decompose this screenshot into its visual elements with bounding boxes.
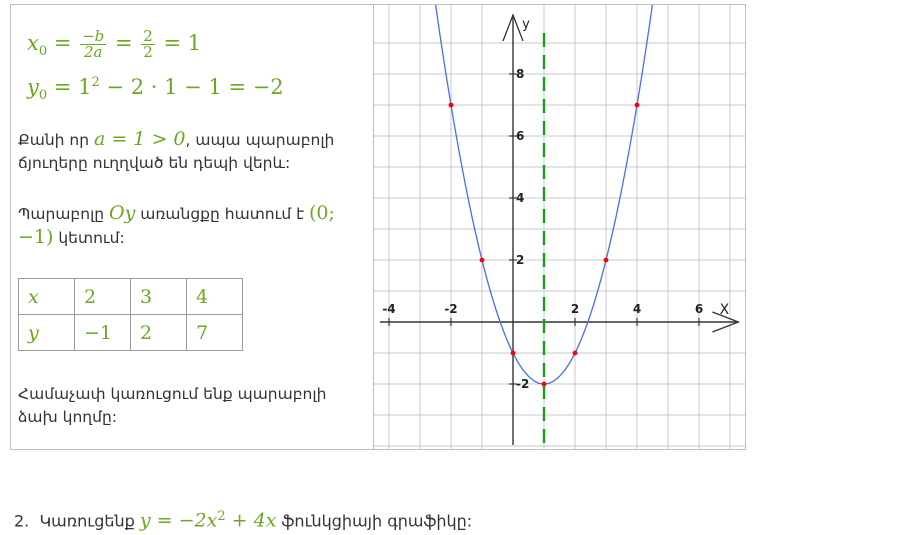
fraction-minus-b-over-2a xyxy=(80,29,106,60)
oy-axis-math: Oy xyxy=(109,202,136,224)
y-tick-label: 6 xyxy=(516,129,525,143)
equals-sign: = xyxy=(53,31,72,55)
table-cell: 2 xyxy=(131,315,187,351)
task-function-math-rest: + 4x xyxy=(225,509,277,532)
y0-exponent: 2 xyxy=(91,75,100,90)
x0-subscript: 0 xyxy=(38,44,48,60)
x-tick-label: 4 xyxy=(632,302,642,316)
task-number: 2. xyxy=(14,511,30,531)
fraction-denominator: 2 xyxy=(143,43,153,61)
table-cell: 7 xyxy=(187,315,243,351)
x-tick-label: -2 xyxy=(444,302,458,316)
task-exponent: 2 xyxy=(217,509,226,524)
intersection-paragraph xyxy=(18,202,368,250)
x-tick-label: -4 xyxy=(382,302,396,316)
table-cell: 3 xyxy=(131,279,187,315)
x-tick-label: 6 xyxy=(694,302,704,316)
task-function-math: y = −2x xyxy=(139,509,218,532)
intersection-text-end: կետում: xyxy=(53,229,125,247)
intersection-text-middle: առանցքը հատում է xyxy=(135,205,310,223)
parabola-point xyxy=(635,103,640,108)
y-tick-label: -2 xyxy=(516,377,530,391)
fraction-2-over-2 xyxy=(141,29,155,60)
fraction-numerator: 2 xyxy=(143,27,153,45)
x-axis-label: X xyxy=(719,302,730,318)
y0-expression-part: = 1 xyxy=(53,75,92,99)
equals-sign: = xyxy=(114,31,133,55)
direction-math: a = 1 > 0 xyxy=(93,128,186,150)
table-row xyxy=(19,279,243,315)
y0-formula xyxy=(27,75,284,103)
parabola-point xyxy=(604,258,609,263)
intersection-text-start: Պարաբոլը xyxy=(18,205,110,223)
table-cell: −1 xyxy=(75,315,131,351)
parabola-point xyxy=(449,103,454,108)
parabola-graph xyxy=(374,5,745,449)
table-cell: 2 xyxy=(75,279,131,315)
y-axis-label: y xyxy=(522,17,530,32)
x0-formula xyxy=(27,29,201,60)
x0-symbol: x xyxy=(27,31,39,55)
y-tick-label: 4 xyxy=(516,191,525,205)
y0-symbol: y xyxy=(27,75,39,99)
graph-cell xyxy=(374,5,745,449)
table-row xyxy=(19,315,243,351)
solution-frame xyxy=(10,4,746,450)
task-text-end: ֆունկցիայի գրաֆիկը: xyxy=(276,511,473,531)
y-tick-label: 8 xyxy=(516,67,525,81)
solution-text-cell xyxy=(11,5,374,449)
y-tick-label: 2 xyxy=(516,253,525,267)
x0-result: = 1 xyxy=(163,31,202,55)
parabola-point xyxy=(511,351,516,356)
fraction-denominator: 2a xyxy=(83,43,103,61)
direction-text-end: , ապա պարաբոլի ճյուղերը ուղղված են դեպի վերև: xyxy=(18,131,335,172)
parabola-point xyxy=(573,351,578,356)
y0-subscript: 0 xyxy=(38,88,48,104)
table-cell: y xyxy=(19,315,75,351)
fraction-numerator: −b xyxy=(82,27,105,45)
task-statement xyxy=(14,509,472,531)
direction-text-start: Քանի որ xyxy=(18,131,94,149)
parabola-point xyxy=(480,258,485,263)
y0-expression-rest: − 2 · 1 − 1 = −2 xyxy=(99,75,284,99)
value-table xyxy=(18,278,243,351)
table-cell: x xyxy=(19,279,75,315)
direction-paragraph xyxy=(18,128,368,175)
parabola-point xyxy=(542,382,547,387)
x-tick-label: 2 xyxy=(570,302,580,316)
task-text-start: Կառուցենք xyxy=(39,511,140,531)
table-cell: 4 xyxy=(187,279,243,315)
symmetric-paragraph: Համաչափ կառուցում ենք պարաբոլի ձախ կողմը: xyxy=(18,385,327,426)
intersection-point-math: (0; −1) xyxy=(18,202,335,248)
